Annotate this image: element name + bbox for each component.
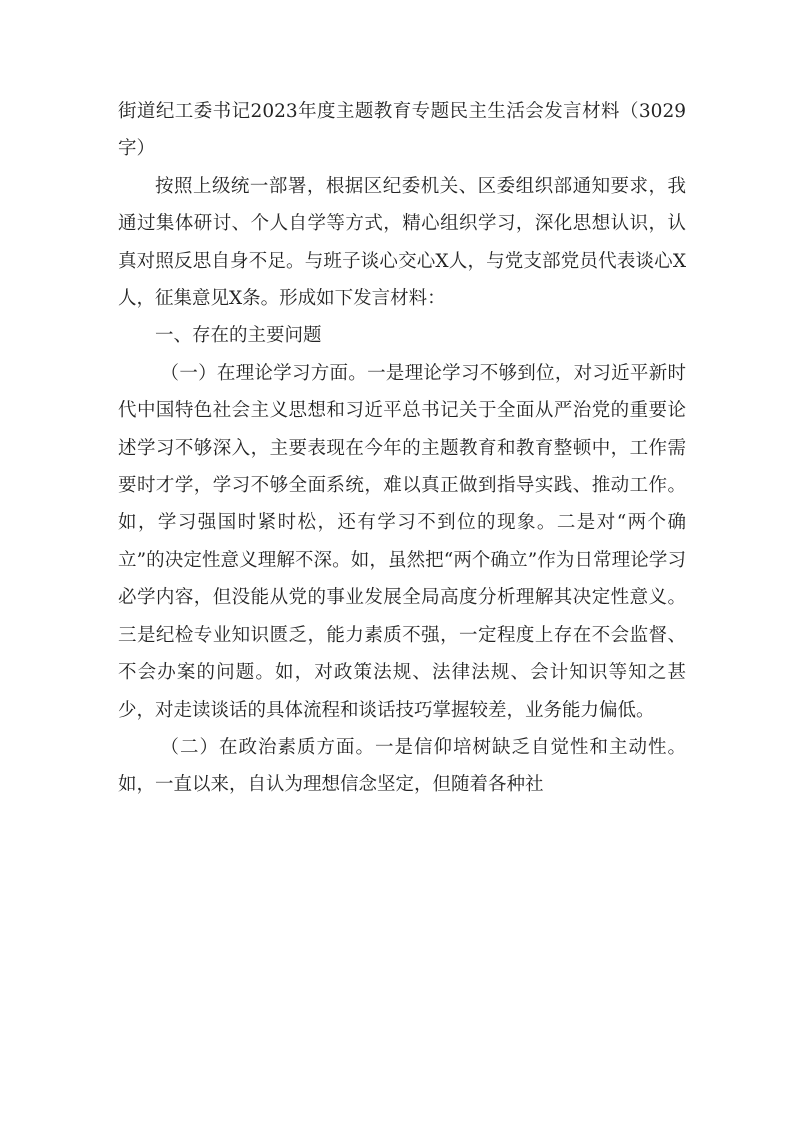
- intro-paragraph: 按照上级统一部署，根据区纪委机关、区委组织部通知要求，我通过集体研讨、个人自学等方式，精心组织学习，深化思想认识，认真对照反思自身不足。与班子谈心交心X人，与党支部党员代表谈心X人，征集意见X条。形成如下发言材料：: [118, 175, 686, 310]
- document-title: 街道纪工委书记2023年度主题教育专题民主生活会发言材料（3029字）: [118, 101, 686, 160]
- political-quality-paragraph: （二）在政治素质方面。一是信仰培树缺乏自觉性和主动性。如，一直以来，自认为理想信念坚定，但随着各种社: [118, 736, 686, 796]
- theory-study-paragraph: （一）在理论学习方面。一是理论学习不够到位，对习近平新时代中国特色社会主义思想和习近平总书记关于全面从严治党的重要论述学习不够深入，主要表现在今年的主题教育和教育整顿中，工作需要时才学，学习不够全面系统，难以真正做到指导实践、推动工作。如，学习强国时紧时松，还有学习不到位的现象。二是对“两个确立”的决定性意义理解不深。如，虽然把“两个确立”作为日常理论学习必学内容，但没能从党的事业发展全局高度分析理解其决定性意义。三是纪检专业知识匮乏，能力素质不强，一定程度上存在不会监督、不会办案的问题。如，对政策法规、法律法规、会计知识等知之甚少，对走读谈话的具体流程和谈话技巧掌握较差，业务能力偏低。: [118, 362, 686, 721]
- section-heading: 一、存在的主要问题: [155, 325, 322, 347]
- document-body: [118, 93, 686, 804]
